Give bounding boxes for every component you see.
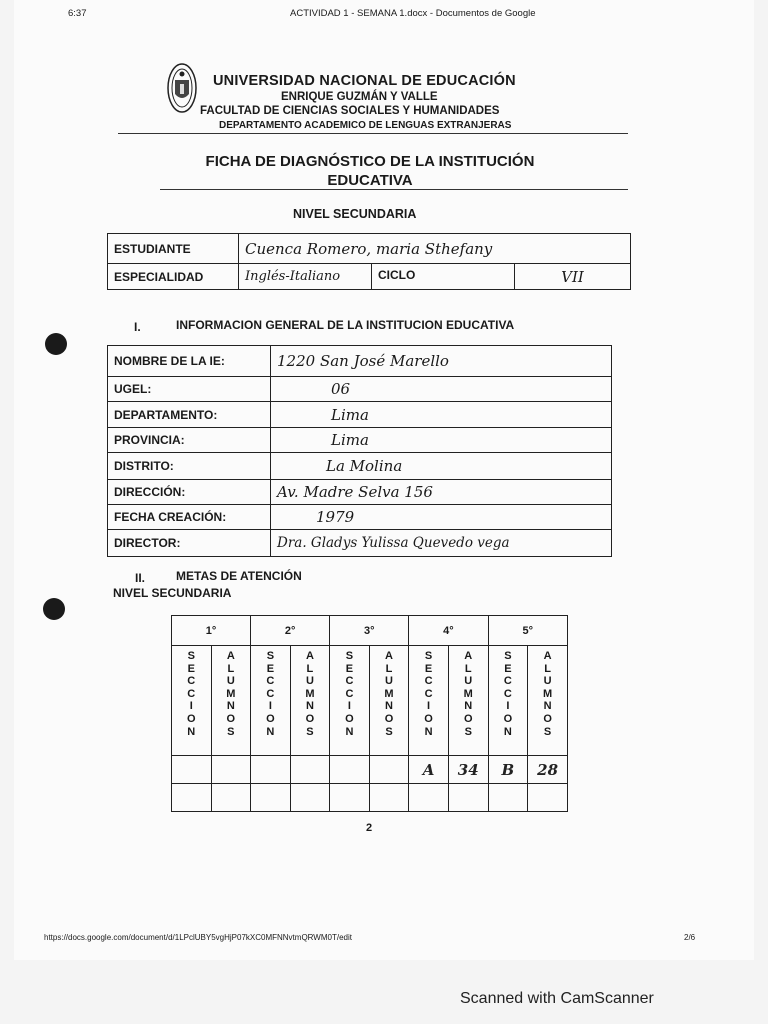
especialidad-value: Inglés-Italiano <box>239 264 372 290</box>
metas-table <box>171 615 568 812</box>
vertical-letter: L <box>464 662 472 675</box>
student-table <box>107 233 631 290</box>
department-name: DEPARTAMENTO ACADEMICO DE LENGUAS EXTRANJERAS <box>219 120 512 131</box>
vertical-letter: L <box>306 662 314 675</box>
vertical-letter: C <box>503 687 512 700</box>
vertical-letter: O <box>226 712 236 725</box>
vertical-letter: U <box>543 675 552 688</box>
provincia-value: Lima <box>271 428 612 453</box>
vertical-letter: C <box>187 687 196 700</box>
vertical-letter: U <box>226 675 235 688</box>
departamento-label: DEPARTAMENTO: <box>108 402 271 428</box>
g2-seccion-cell <box>251 756 291 784</box>
estudiante-value: Cuenca Romero, maria Sthefany <box>239 234 631 264</box>
vertical-letter: I <box>189 700 193 713</box>
metas-data-row <box>172 756 568 784</box>
vertical-letter: O <box>543 712 552 725</box>
print-page-counter: 2/6 <box>684 933 696 942</box>
university-name: UNIVERSIDAD NACIONAL DE EDUCACIÓN <box>213 73 516 89</box>
fecha-creacion-value: 1979 <box>271 505 612 530</box>
alumnos-column-label <box>528 646 568 756</box>
vertical-letter: S <box>504 650 512 662</box>
document-title <box>160 152 580 190</box>
metas-empty-row <box>172 784 568 812</box>
alumnos-column-label <box>290 646 330 756</box>
punch-hole-top <box>45 333 67 355</box>
g2-alumnos-cell <box>290 756 330 784</box>
vertical-letter: E <box>187 662 195 675</box>
vertical-letter: S <box>464 725 472 738</box>
print-doc-title: ACTIVIDAD 1 - SEMANA 1.docx - Documentos de Google <box>290 8 536 19</box>
ie-name-label: NOMBRE DE LA IE: <box>108 346 271 377</box>
vertical-letter: E <box>266 662 275 675</box>
vertical-letter: L <box>385 662 393 675</box>
vertical-letter: U <box>305 675 314 688</box>
vertical-letter: M <box>305 687 315 700</box>
alumnos-column-label <box>211 646 251 756</box>
ugel-label: UGEL: <box>108 377 271 402</box>
vertical-letter: E <box>504 662 512 675</box>
vertical-letter: O <box>266 712 275 725</box>
g4-alumnos-cell: 34 <box>448 756 488 784</box>
vertical-letter: N <box>503 725 512 738</box>
vertical-letter: C <box>345 675 354 688</box>
ciclo-value: VII <box>515 264 631 290</box>
vertical-letter: C <box>187 675 196 688</box>
fecha-creacion-label: FECHA CREACIÓN: <box>108 505 271 530</box>
vertical-letter: N <box>226 700 235 713</box>
faculty-name: FACULTAD DE CIENCIAS SOCIALES Y HUMANIDADES <box>200 105 500 117</box>
vertical-letter: S <box>385 725 393 738</box>
vertical-letter: O <box>345 712 354 725</box>
section2-title: METAS DE ATENCIÓN <box>176 569 302 583</box>
vertical-letter: N <box>424 725 433 738</box>
vertical-letter: A <box>464 650 473 662</box>
vertical-text <box>251 646 290 738</box>
vertical-letter: N <box>305 700 314 713</box>
g3-seccion-cell <box>330 756 370 784</box>
title-line-2: EDUCATIVA <box>327 172 413 189</box>
vertical-text <box>330 646 369 738</box>
direccion-value: Av. Madre Selva 156 <box>271 480 612 505</box>
punch-hole-bottom <box>43 598 65 620</box>
vertical-letter: N <box>266 725 275 738</box>
page-number: 2 <box>366 822 373 834</box>
section2-subtitle: NIVEL SECUNDARIA <box>113 586 232 600</box>
vertical-letter: S <box>306 725 314 738</box>
vertical-letter: O <box>463 712 473 725</box>
vertical-letter: N <box>345 725 354 738</box>
vertical-text <box>449 646 488 738</box>
vertical-letter: A <box>385 650 393 662</box>
grade-1-header: 1° <box>172 616 251 646</box>
seccion-column-label <box>251 646 291 756</box>
vertical-letter: M <box>463 687 473 700</box>
vertical-letter: C <box>266 675 275 688</box>
grade-2-header: 2° <box>251 616 330 646</box>
departamento-value: Lima <box>271 402 612 428</box>
alumnos-column-label <box>369 646 409 756</box>
vertical-letter: S <box>543 725 552 738</box>
ie-name-value: 1220 San José Marello <box>271 346 612 377</box>
vertical-letter: N <box>464 700 473 713</box>
director-label: DIRECTOR: <box>108 530 271 557</box>
director-value: Dra. Gladys Yulissa Quevedo vega <box>271 530 612 557</box>
g1-alumnos-cell <box>211 756 251 784</box>
section2-number: II. <box>135 571 146 585</box>
vertical-text <box>291 646 330 738</box>
print-url: https://docs.google.com/document/d/1LPclUBY5vgHjP07kXC0MFNNvtmQRWM0T/edit <box>44 933 352 942</box>
vertical-letter: C <box>266 687 275 700</box>
vertical-text <box>409 646 448 738</box>
column-labels-row <box>172 646 568 756</box>
g4-seccion-cell: A <box>409 756 449 784</box>
vertical-text <box>212 646 251 738</box>
vertical-letter: I <box>268 700 272 713</box>
vertical-letter: I <box>427 700 431 713</box>
vertical-letter: C <box>424 687 433 700</box>
provincia-label: PROVINCIA: <box>108 428 271 453</box>
vertical-letter: S <box>227 725 235 738</box>
vertical-letter: O <box>503 712 513 725</box>
vertical-letter: C <box>424 675 433 688</box>
vertical-text <box>172 646 211 738</box>
vertical-letter: E <box>424 662 433 675</box>
vertical-letter: S <box>266 650 275 662</box>
vertical-letter: O <box>305 712 315 725</box>
ciclo-label: CICLO <box>372 264 515 290</box>
grade-3-header: 3° <box>330 616 409 646</box>
vertical-letter: U <box>464 675 473 688</box>
especialidad-label: ESPECIALIDAD <box>108 264 239 290</box>
vertical-text <box>528 646 567 738</box>
seccion-column-label <box>172 646 212 756</box>
seccion-column-label <box>330 646 370 756</box>
university-logo <box>166 62 198 114</box>
vertical-letter: A <box>226 650 235 662</box>
seccion-column-label <box>488 646 528 756</box>
vertical-letter: L <box>544 662 551 675</box>
title-line-1: FICHA DE DIAGNÓSTICO DE LA INSTITUCIÓN <box>205 153 535 170</box>
vertical-letter: M <box>384 687 394 700</box>
vertical-letter: I <box>347 700 351 713</box>
vertical-letter: I <box>506 700 510 713</box>
vertical-letter: S <box>424 650 433 662</box>
camscanner-watermark: Scanned with CamScanner <box>460 990 654 1007</box>
institution-table <box>107 345 612 557</box>
vertical-letter: O <box>384 712 394 725</box>
vertical-letter: N <box>543 700 552 713</box>
vertical-letter: O <box>186 712 196 725</box>
seccion-column-label <box>409 646 449 756</box>
vertical-letter: U <box>385 675 393 688</box>
title-rule <box>160 189 628 190</box>
vertical-letter: M <box>226 687 236 700</box>
g3-alumnos-cell <box>369 756 409 784</box>
g5-seccion-cell: B <box>488 756 528 784</box>
vertical-letter: O <box>424 712 433 725</box>
estudiante-label: ESTUDIANTE <box>108 234 239 264</box>
section1-number: I. <box>134 320 141 334</box>
direccion-label: DIRECCIÓN: <box>108 480 271 505</box>
vertical-letter: A <box>305 650 314 662</box>
vertical-letter: E <box>345 662 354 675</box>
vertical-text <box>489 646 528 738</box>
g5-alumnos-cell: 28 <box>528 756 568 784</box>
vertical-letter: N <box>385 700 393 713</box>
level-heading: NIVEL SECUNDARIA <box>293 207 417 221</box>
vertical-letter: A <box>543 650 552 662</box>
vertical-letter: S <box>345 650 354 662</box>
vertical-letter: N <box>187 725 196 738</box>
distrito-value: La Molina <box>271 453 612 480</box>
grade-4-header: 4° <box>409 616 488 646</box>
alumnos-column-label <box>448 646 488 756</box>
header-rule <box>118 133 628 134</box>
vertical-letter: M <box>543 687 553 700</box>
vertical-letter: C <box>345 687 354 700</box>
section1-title: INFORMACION GENERAL DE LA INSTITUCION EDUCATIVA <box>176 318 515 332</box>
vertical-letter: C <box>503 675 512 688</box>
print-time: 6:37 <box>68 8 87 19</box>
vertical-letter: S <box>187 650 195 662</box>
distrito-label: DISTRITO: <box>108 453 271 480</box>
vertical-text <box>370 646 409 738</box>
grade-5-header: 5° <box>488 616 567 646</box>
g1-seccion-cell <box>172 756 212 784</box>
ugel-value: 06 <box>271 377 612 402</box>
university-subname: ENRIQUE GUZMÁN Y VALLE <box>281 91 438 103</box>
vertical-letter: L <box>227 662 235 675</box>
